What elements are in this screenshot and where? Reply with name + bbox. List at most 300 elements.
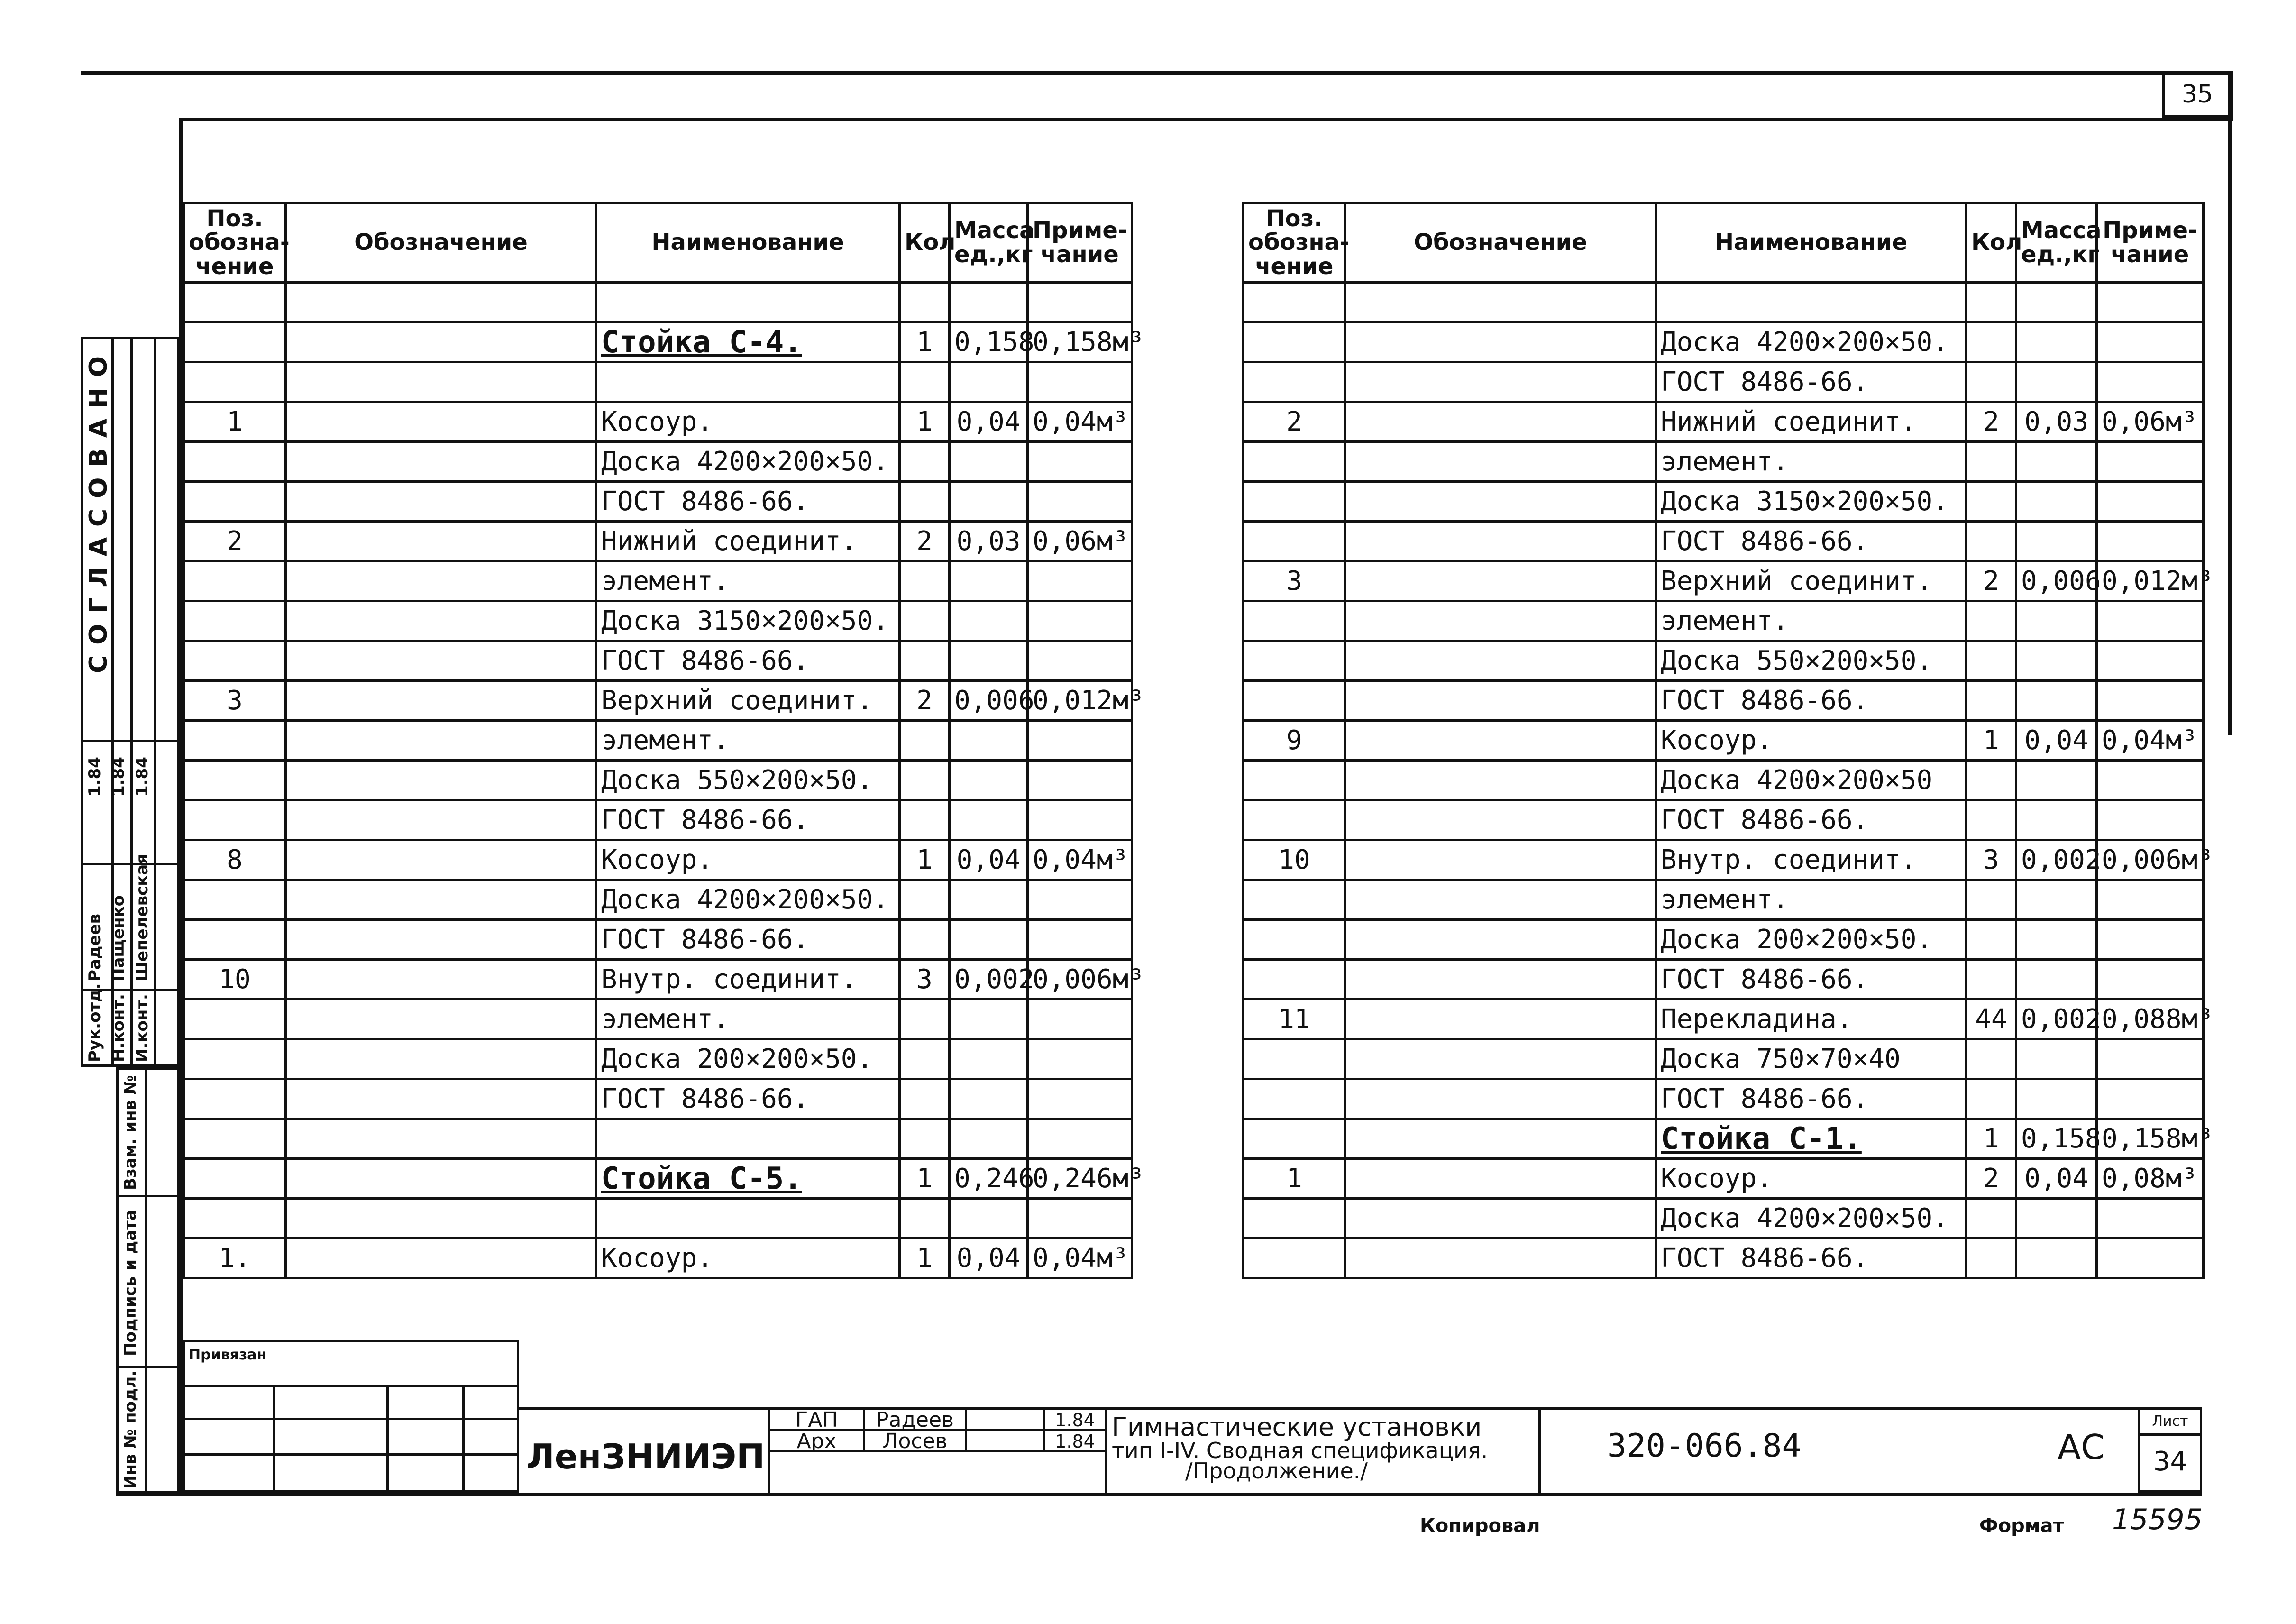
cell-mass: 0,006 bbox=[950, 681, 1028, 721]
cell-designation bbox=[286, 601, 596, 641]
cell-mass bbox=[2016, 681, 2097, 721]
col-header-pos: Поз. обозна- чение bbox=[184, 203, 286, 283]
table-row bbox=[1244, 920, 2204, 960]
stamp-divider bbox=[81, 863, 180, 865]
cell-pos bbox=[1244, 800, 1345, 840]
cell-pos bbox=[1244, 641, 1345, 681]
cell-mass bbox=[2016, 761, 2097, 800]
cell-pos bbox=[1244, 482, 1345, 522]
cell-name: Доска 4200×200×50. bbox=[596, 880, 900, 920]
sheet-label: Лист bbox=[2152, 1413, 2188, 1430]
cell-designation bbox=[1345, 681, 1656, 721]
cell-note bbox=[2097, 601, 2204, 641]
cell-qty bbox=[900, 920, 950, 960]
cell-pos bbox=[184, 641, 286, 681]
right-border-line bbox=[2228, 71, 2232, 735]
cell-note: 0,088м³ bbox=[2097, 1000, 2204, 1039]
drawing-title-line-3: /Продолжение./ bbox=[1185, 1458, 1368, 1484]
cell-designation bbox=[1345, 800, 1656, 840]
table-row bbox=[1244, 322, 2204, 362]
table-row bbox=[184, 442, 1132, 482]
cell-designation bbox=[1345, 1199, 1656, 1239]
cell-pos bbox=[1244, 1079, 1345, 1119]
left-table-body bbox=[184, 283, 1145, 1278]
cell-name: ГОСТ 8486-66. bbox=[596, 920, 900, 960]
stamp-divider bbox=[154, 337, 156, 1067]
cell-pos bbox=[184, 322, 286, 362]
cell-note: 0,04м³ bbox=[1028, 840, 1132, 880]
cell-qty bbox=[1967, 681, 2016, 721]
cell-qty bbox=[1967, 322, 2016, 362]
cell-qty: 3 bbox=[1967, 840, 2016, 880]
name-gap: Радеев bbox=[863, 1407, 967, 1431]
inv-podl-label: Инв № подл. bbox=[121, 1370, 140, 1489]
role-arch: Арх bbox=[768, 1429, 865, 1452]
cell-name: элемент. bbox=[596, 561, 900, 601]
cell-mass bbox=[950, 601, 1028, 641]
cell-designation bbox=[286, 322, 596, 362]
cell-designation bbox=[286, 880, 596, 920]
page-number: 35 bbox=[2181, 80, 2214, 109]
cell-note bbox=[2097, 761, 2204, 800]
stamp-divider bbox=[116, 1366, 180, 1368]
cell-name bbox=[596, 1199, 900, 1239]
cell-designation bbox=[1345, 840, 1656, 880]
table-row bbox=[1244, 1199, 2204, 1239]
format-label: Формат bbox=[1979, 1515, 2064, 1537]
cell-note: 0,158м³ bbox=[2097, 1119, 2204, 1159]
table-row bbox=[1244, 840, 2204, 880]
cell-name: ГОСТ 8486-66. bbox=[1656, 681, 1967, 721]
cell-note: 0,08м³ bbox=[2097, 1159, 2204, 1199]
table-row bbox=[1244, 283, 2204, 322]
cell-qty bbox=[900, 761, 950, 800]
kopiroval-label: Копировал bbox=[1420, 1515, 1540, 1537]
cell-qty: 2 bbox=[900, 681, 950, 721]
privyazan-grid-line bbox=[386, 1385, 389, 1493]
table-row bbox=[1244, 1079, 2204, 1119]
cell-mass bbox=[950, 641, 1028, 681]
cell-mass bbox=[950, 283, 1028, 322]
cell-mass bbox=[2016, 1079, 2097, 1119]
cell-qty bbox=[900, 880, 950, 920]
cell-name: ГОСТ 8486-66. bbox=[596, 1079, 900, 1119]
cell-mass bbox=[2016, 800, 2097, 840]
cell-note bbox=[2097, 880, 2204, 920]
cell-pos bbox=[184, 920, 286, 960]
cell-designation bbox=[286, 442, 596, 482]
cell-name: Нижний соединит. bbox=[1656, 402, 1967, 442]
table-row bbox=[184, 402, 1132, 442]
drawing-title-line-1: Гимнастические установки bbox=[1112, 1412, 1482, 1442]
cell-qty: 44 bbox=[1967, 1000, 2016, 1039]
privyazan-grid-line bbox=[183, 1453, 519, 1456]
cell-name: ГОСТ 8486-66. bbox=[596, 800, 900, 840]
cell-note: 0,06м³ bbox=[1028, 522, 1132, 561]
cell-name: Доска 550×200×50. bbox=[1656, 641, 1967, 681]
col-header-mass: Масса ед.,кг bbox=[950, 203, 1028, 283]
cell-mass bbox=[2016, 960, 2097, 1000]
table-row bbox=[184, 1000, 1132, 1039]
cell-designation bbox=[286, 721, 596, 761]
cell-designation bbox=[1345, 641, 1656, 681]
table-row bbox=[184, 800, 1132, 840]
cell-name bbox=[596, 362, 900, 402]
cell-qty: 1 bbox=[900, 1239, 950, 1278]
stamp-role-3: И.конт. bbox=[133, 994, 152, 1062]
cell-pos bbox=[1244, 522, 1345, 561]
cell-qty: 2 bbox=[1967, 1159, 2016, 1199]
page-number-box bbox=[2162, 71, 2233, 119]
table-row bbox=[1244, 482, 2204, 522]
soglasovano-label: СОГЛАСОВАНО bbox=[84, 346, 113, 673]
left-spec-table bbox=[183, 202, 1145, 1279]
table-row bbox=[184, 561, 1132, 601]
cell-designation bbox=[286, 402, 596, 442]
table-row bbox=[184, 322, 1132, 362]
cell-mass bbox=[2016, 442, 2097, 482]
cell-designation bbox=[1345, 1079, 1656, 1119]
cell-name: Стойка С-1. bbox=[1656, 1119, 1967, 1159]
cell-note: 0,246м³ bbox=[1028, 1159, 1132, 1199]
cell-designation bbox=[286, 1039, 596, 1079]
cell-designation bbox=[286, 362, 596, 402]
cell-mass bbox=[950, 721, 1028, 761]
cell-note bbox=[2097, 1239, 2204, 1278]
col-header-designation: Обозначение bbox=[286, 203, 596, 283]
cell-designation bbox=[1345, 601, 1656, 641]
cell-mass bbox=[950, 1039, 1028, 1079]
cell-note bbox=[1028, 1000, 1132, 1039]
privyazan-grid-line bbox=[183, 1418, 519, 1420]
cell-qty bbox=[900, 800, 950, 840]
cell-designation bbox=[286, 960, 596, 1000]
cell-name: Верхний соединит. bbox=[596, 681, 900, 721]
table-row bbox=[184, 482, 1132, 522]
cell-designation bbox=[286, 1079, 596, 1119]
cell-mass: 0,158 bbox=[950, 322, 1028, 362]
cell-name: Косоур. bbox=[1656, 721, 1967, 761]
table-row bbox=[1244, 960, 2204, 1000]
cell-note bbox=[2097, 1079, 2204, 1119]
cell-pos bbox=[1244, 1239, 1345, 1278]
cell-name: ГОСТ 8486-66. bbox=[596, 641, 900, 681]
cell-note bbox=[2097, 1039, 2204, 1079]
cell-pos bbox=[184, 601, 286, 641]
cell-pos bbox=[184, 362, 286, 402]
cell-mass: 0,006 bbox=[2016, 561, 2097, 601]
table-row bbox=[184, 960, 1132, 1000]
cell-pos bbox=[184, 800, 286, 840]
cell-pos bbox=[1244, 601, 1345, 641]
stamp-divider bbox=[145, 1067, 147, 1494]
cell-pos bbox=[184, 561, 286, 601]
cell-note bbox=[2097, 322, 2204, 362]
cell-designation bbox=[1345, 1159, 1656, 1199]
table-row bbox=[1244, 641, 2204, 681]
inner-top-border-line bbox=[180, 118, 2233, 121]
cell-pos bbox=[1244, 322, 1345, 362]
cell-qty bbox=[1967, 641, 2016, 681]
cell-name: Доска 200×200×50. bbox=[596, 1039, 900, 1079]
table-row bbox=[1244, 1000, 2204, 1039]
cell-note bbox=[1028, 1199, 1132, 1239]
col-header-name: Наименование bbox=[1656, 203, 1967, 283]
cell-note bbox=[1028, 1039, 1132, 1079]
cell-qty bbox=[1967, 880, 2016, 920]
cell-pos: 10 bbox=[1244, 840, 1345, 880]
cell-note bbox=[1028, 283, 1132, 322]
cell-mass bbox=[950, 1199, 1028, 1239]
cell-qty bbox=[900, 721, 950, 761]
cell-pos bbox=[1244, 920, 1345, 960]
cell-note bbox=[2097, 641, 2204, 681]
cell-note bbox=[2097, 1199, 2204, 1239]
cell-note bbox=[2097, 522, 2204, 561]
table-row bbox=[184, 1159, 1132, 1199]
cell-pos: 10 bbox=[184, 960, 286, 1000]
top-border-line bbox=[81, 71, 2233, 75]
cell-mass bbox=[2016, 1239, 2097, 1278]
cell-pos: 9 bbox=[1244, 721, 1345, 761]
table-row bbox=[184, 283, 1132, 322]
col-header-designation: Обозначение bbox=[1345, 203, 1656, 283]
table-row bbox=[1244, 1039, 2204, 1079]
document-number: 320-066.84 bbox=[1607, 1427, 1802, 1465]
cell-qty: 3 bbox=[900, 960, 950, 1000]
cell-note bbox=[1028, 1119, 1132, 1159]
cell-mass: 0,246 bbox=[950, 1159, 1028, 1199]
cell-designation bbox=[286, 283, 596, 322]
cell-name: Косоур. bbox=[596, 402, 900, 442]
cell-pos bbox=[1244, 283, 1345, 322]
table-row bbox=[184, 1039, 1132, 1079]
cell-qty bbox=[1967, 522, 2016, 561]
cell-note bbox=[1028, 641, 1132, 681]
cell-mass bbox=[950, 442, 1028, 482]
org-name: ЛенЗНИИЭП bbox=[526, 1437, 765, 1477]
table-row bbox=[1244, 1159, 2204, 1199]
cell-mass: 0,158 bbox=[2016, 1119, 2097, 1159]
cell-note bbox=[2097, 442, 2204, 482]
cell-name: ГОСТ 8486-66. bbox=[1656, 800, 1967, 840]
cell-qty bbox=[1967, 601, 2016, 641]
cell-designation bbox=[286, 761, 596, 800]
sheet-label-box bbox=[2138, 1407, 2202, 1436]
cell-designation bbox=[286, 681, 596, 721]
stamp-name-3: Шепелевская bbox=[133, 853, 152, 982]
cell-note bbox=[1028, 442, 1132, 482]
cell-mass: 0,002 bbox=[2016, 1000, 2097, 1039]
cell-qty: 2 bbox=[1967, 402, 2016, 442]
cell-pos bbox=[1244, 442, 1345, 482]
stamp-date-3: 1.84 bbox=[133, 757, 152, 797]
cell-qty bbox=[900, 641, 950, 681]
cell-designation bbox=[1345, 362, 1656, 402]
cell-name: Косоур. bbox=[596, 1239, 900, 1278]
table-row bbox=[184, 721, 1132, 761]
cell-note bbox=[1028, 721, 1132, 761]
cell-designation bbox=[286, 522, 596, 561]
cell-note bbox=[1028, 761, 1132, 800]
privyazan-box bbox=[183, 1340, 519, 1493]
cell-mass bbox=[2016, 322, 2097, 362]
cell-designation bbox=[1345, 721, 1656, 761]
table-row bbox=[184, 362, 1132, 402]
cell-name: элемент. bbox=[1656, 880, 1967, 920]
cell-mass: 0,04 bbox=[950, 1239, 1028, 1278]
cell-designation bbox=[1345, 402, 1656, 442]
cell-pos: 3 bbox=[1244, 561, 1345, 601]
drawing-title-line-2: тип I-IV. Сводная спецификация. bbox=[1112, 1438, 1488, 1463]
table-row bbox=[1244, 362, 2204, 402]
cell-qty bbox=[1967, 442, 2016, 482]
cell-pos bbox=[184, 1000, 286, 1039]
table-row bbox=[184, 1199, 1132, 1239]
cell-note bbox=[1028, 482, 1132, 522]
cell-pos bbox=[184, 1159, 286, 1199]
right-spec-table bbox=[1242, 202, 2214, 1279]
cell-note bbox=[2097, 482, 2204, 522]
table-row bbox=[1244, 522, 2204, 561]
cell-qty bbox=[1967, 960, 2016, 1000]
cell-designation bbox=[1345, 1039, 1656, 1079]
cell-name: ГОСТ 8486-66. bbox=[1656, 960, 1967, 1000]
cell-qty bbox=[900, 601, 950, 641]
cell-qty bbox=[900, 362, 950, 402]
cell-qty bbox=[900, 1039, 950, 1079]
cell-designation bbox=[1345, 561, 1656, 601]
cell-qty bbox=[1967, 283, 2016, 322]
table-row bbox=[1244, 800, 2204, 840]
cell-note: 0,158м³ bbox=[1028, 322, 1132, 362]
cell-note bbox=[1028, 1079, 1132, 1119]
cell-name: Доска 550×200×50. bbox=[596, 761, 900, 800]
stamp-divider bbox=[116, 1195, 180, 1197]
cell-mass bbox=[2016, 1199, 2097, 1239]
cell-name: Косоур. bbox=[1656, 1159, 1967, 1199]
cell-pos: 2 bbox=[1244, 402, 1345, 442]
cell-mass bbox=[950, 362, 1028, 402]
table-row bbox=[184, 761, 1132, 800]
cell-designation bbox=[286, 1000, 596, 1039]
cell-designation bbox=[1345, 482, 1656, 522]
cell-name: Доска 4200×200×50 bbox=[1656, 761, 1967, 800]
role-gap: ГАП bbox=[768, 1407, 865, 1431]
cell-pos bbox=[1244, 960, 1345, 1000]
cell-qty bbox=[1967, 1199, 2016, 1239]
cell-name: элемент. bbox=[1656, 601, 1967, 641]
stamp-date-2: 1.84 bbox=[109, 757, 128, 797]
cell-mass: 0,002 bbox=[950, 960, 1028, 1000]
cell-note bbox=[1028, 601, 1132, 641]
cell-name: Стойка С-5. bbox=[596, 1159, 900, 1199]
cell-pos: 11 bbox=[1244, 1000, 1345, 1039]
cell-name: ГОСТ 8486-66. bbox=[1656, 522, 1967, 561]
cell-qty bbox=[900, 1079, 950, 1119]
cell-name: Внутр. соединит. bbox=[596, 960, 900, 1000]
stamp-name-2: Пащенко bbox=[109, 895, 128, 982]
cell-qty bbox=[900, 283, 950, 322]
cell-note bbox=[2097, 920, 2204, 960]
cell-qty bbox=[900, 561, 950, 601]
cell-name: Доска 750×70×40 bbox=[1656, 1039, 1967, 1079]
cell-qty bbox=[900, 1119, 950, 1159]
cell-mass bbox=[950, 880, 1028, 920]
privyazan-label: Привязан bbox=[189, 1347, 267, 1363]
cell-designation bbox=[1345, 522, 1656, 561]
cell-qty bbox=[900, 442, 950, 482]
cell-pos bbox=[1244, 681, 1345, 721]
cell-name bbox=[1656, 283, 1967, 322]
cell-qty: 1 bbox=[900, 840, 950, 880]
table-row bbox=[184, 641, 1132, 681]
table-row bbox=[184, 920, 1132, 960]
cell-pos: 1 bbox=[1244, 1159, 1345, 1199]
cell-mass bbox=[2016, 482, 2097, 522]
cell-note: 0,06м³ bbox=[2097, 402, 2204, 442]
table-row bbox=[1244, 721, 2204, 761]
cell-pos: 2 bbox=[184, 522, 286, 561]
cell-designation bbox=[1345, 761, 1656, 800]
cell-pos: 1. bbox=[184, 1239, 286, 1278]
cell-note bbox=[2097, 283, 2204, 322]
signature-gap bbox=[965, 1407, 1045, 1431]
table-row bbox=[184, 880, 1132, 920]
table-row bbox=[184, 1119, 1132, 1159]
cell-note: 0,04м³ bbox=[2097, 721, 2204, 761]
cell-pos bbox=[1244, 1199, 1345, 1239]
cell-pos bbox=[184, 880, 286, 920]
cell-mass bbox=[950, 920, 1028, 960]
cell-qty bbox=[1967, 920, 2016, 960]
col-header-qty: Кол bbox=[1967, 203, 2016, 283]
cell-mass: 0,04 bbox=[950, 840, 1028, 880]
cell-qty: 1 bbox=[900, 1159, 950, 1199]
cell-mass bbox=[950, 800, 1028, 840]
cell-name: Внутр. соединит. bbox=[1656, 840, 1967, 880]
table-row bbox=[1244, 1239, 2204, 1278]
cell-designation bbox=[286, 920, 596, 960]
cell-note bbox=[1028, 880, 1132, 920]
cell-designation bbox=[286, 1159, 596, 1199]
cell-designation bbox=[1345, 322, 1656, 362]
cell-pos bbox=[184, 721, 286, 761]
col-header-name: Наименование bbox=[596, 203, 900, 283]
table-row bbox=[1244, 561, 2204, 601]
cell-mass bbox=[950, 1079, 1028, 1119]
col-header-note: Приме- чание bbox=[2097, 203, 2204, 283]
cell-qty: 1 bbox=[1967, 721, 2016, 761]
cell-designation bbox=[1345, 1119, 1656, 1159]
table-row bbox=[1244, 761, 2204, 800]
cell-qty bbox=[1967, 761, 2016, 800]
cell-name: Доска 4200×200×50. bbox=[1656, 322, 1967, 362]
cell-pos bbox=[1244, 880, 1345, 920]
table-row bbox=[1244, 442, 2204, 482]
sheet-number: 34 bbox=[2153, 1446, 2187, 1477]
cell-name: Доска 4200×200×50. bbox=[596, 442, 900, 482]
stamp-date-1: 1.84 bbox=[85, 757, 104, 797]
cell-designation bbox=[1345, 960, 1656, 1000]
cell-qty bbox=[1967, 482, 2016, 522]
cell-qty bbox=[1967, 1239, 2016, 1278]
cell-qty: 2 bbox=[900, 522, 950, 561]
cell-qty: 1 bbox=[900, 322, 950, 362]
cell-qty bbox=[1967, 362, 2016, 402]
cell-pos: 1 bbox=[184, 402, 286, 442]
privyazan-grid-line bbox=[273, 1385, 275, 1493]
